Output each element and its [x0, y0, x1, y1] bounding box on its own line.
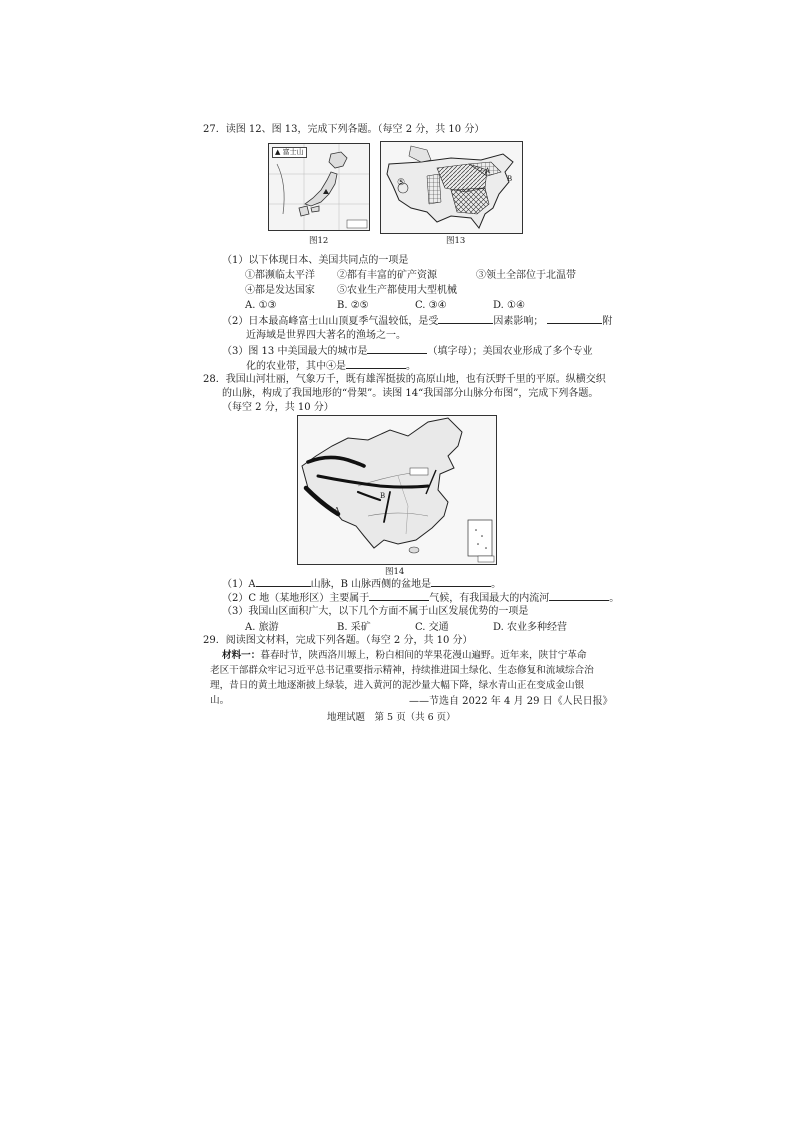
q28-sub1	[222, 577, 501, 591]
q28-stem-line3: （每空 2 分，共 10 分）	[222, 402, 334, 413]
q27-sub3-line2	[246, 359, 416, 373]
q27-option-3: ③领土全部位于北温带	[476, 270, 576, 281]
q27-choice-a[interactable]: A. ①③	[245, 300, 277, 311]
q28-sub1-blank-1[interactable]	[256, 577, 311, 587]
q28-sub3: （3）我国山区面积广大，以下几个方面不属于山区发展优势的一项是	[222, 606, 529, 617]
q27-sub3-text-c: 化的农业带，其中④是	[246, 361, 346, 372]
wheat-belt-region	[427, 174, 441, 204]
south-china-sea-inset	[468, 520, 492, 556]
q27-option-1: ①都濒临太平洋	[245, 270, 315, 281]
q28-sub1-blank-2[interactable]	[431, 577, 491, 587]
kyushu-shape	[299, 206, 309, 216]
page-footer: 地理试题 第 5 页（共 6 页）	[327, 712, 456, 723]
q28-stem-line1: 28．我国山河壮丽，气象万千，既有雄浑挺拔的高原山地，也有沃野千里的平原。纵横交织	[203, 374, 606, 385]
q28-choice-a[interactable]: A. 旅游	[245, 622, 279, 633]
q28-stem-line2: 的山脉，构成了我国地形的“骨架”。读图 14“我国部分山脉分布图”，完成下列各题。	[222, 388, 599, 399]
q27-choice-c[interactable]: C. ③④	[415, 300, 447, 311]
fig13-label-a: A	[485, 167, 491, 175]
q28-sub2-blank-2[interactable]	[549, 591, 609, 601]
q28-choice-b[interactable]: B. 采矿	[337, 622, 371, 633]
q27-sub2-text-a: （2）日本最高峰富士山山顶夏季气温较低，是受	[222, 316, 439, 327]
fig14-caption: 图14	[385, 567, 405, 577]
china-map-svg	[298, 416, 496, 564]
q28-sub2-text-a: （2）C 地（某地形区）主要属于	[222, 593, 370, 604]
q28-sub1-text-a: （1）A	[222, 579, 256, 590]
figure-13-usa-map	[380, 141, 523, 234]
q27-sub2-line2: 近海域是世界四大著名的渔场之一。	[246, 330, 406, 341]
q27-sub2-blank-1[interactable]	[438, 314, 493, 324]
q28-sub2	[222, 591, 619, 605]
q28-sub2-text-b: 气候，有我国最大的内流河	[429, 593, 550, 604]
q27-sub3-blank-1[interactable]	[367, 344, 427, 354]
fig12-legend: ▲ 富士山	[272, 147, 307, 158]
q29-source: ——节选自 2022 年 4 月 29 日《人民日报》	[409, 696, 613, 707]
q27-choice-b[interactable]: B. ②⑤	[337, 300, 369, 311]
fig12-caption: 图12	[309, 236, 329, 246]
q27-sub3-text-d: 。	[406, 361, 416, 372]
q28-sub2-text-c: 。	[609, 593, 620, 604]
q27-sub2-blank-2[interactable]	[547, 314, 602, 324]
q27-option-5: ⑤农业生产都使用大型机械	[337, 285, 457, 296]
fig13-caption: 图13	[446, 236, 466, 246]
q29-material-label: 材料一：	[222, 650, 261, 661]
q27-stem: 27．读图 12、图 13，完成下列各题。（每空 2 分，共 10 分）	[203, 124, 485, 135]
q27-sub3-line1	[222, 344, 592, 358]
q27-sub3-text-a: （3）图 13 中美国最大的城市是	[222, 346, 368, 357]
fig13-label-b: B	[507, 175, 513, 183]
q27-sub1: （1）以下体现日本、美国共同点的一项是	[222, 255, 409, 266]
q27-sub2-line1	[222, 314, 612, 328]
figure-14-china-mountains-map	[297, 415, 497, 565]
fig13-label-5: ⑤	[397, 178, 406, 188]
q27-sub2-text-c: 附	[602, 316, 613, 327]
q28-sub1-text-b: 山脉，B 山脉西侧的盆地是	[310, 579, 432, 590]
fig14-label-a: A	[334, 506, 340, 515]
q27-sub2-text-b: 因素影响；	[493, 316, 544, 327]
q28-choice-c[interactable]: C. 交通	[415, 622, 449, 633]
q28-sub1-text-c: 。	[491, 579, 502, 590]
fig14-label-b: B	[380, 492, 386, 500]
q27-sub3-blank-2[interactable]	[346, 359, 406, 369]
q28-sub2-blank-1[interactable]	[369, 591, 429, 601]
q27-choice-d[interactable]: D. ①④	[493, 300, 525, 311]
hainan-island	[409, 547, 419, 553]
q28-choice-d[interactable]: D. 农业多种经营	[493, 622, 568, 633]
q27-option-4: ④都是发达国家	[245, 285, 315, 296]
q29-stem: 29．阅读图文材料，完成下列各题。（每空 2 分，共 10 分）	[203, 635, 473, 646]
q27-option-2: ②都有丰富的矿产资源	[337, 270, 437, 281]
figure-12-japan-map	[268, 143, 370, 231]
q27-sub3-text-b: （填字母）；美国农业形成了多个专业	[427, 346, 593, 357]
q29-material-text: 暮春时节，陕西洛川塬上，粉白相间的苹果花漫山遍野。近年来，陕甘宁革命老区干部群众牢记习近平总书记重要指示精神，持续推进国土绿化、生态修复和流域综合治理，昔日的黄土地逐渐披上绿装，进入黄河的泥沙量大幅下降，绿水青山正在变成金山银山。	[210, 650, 594, 706]
